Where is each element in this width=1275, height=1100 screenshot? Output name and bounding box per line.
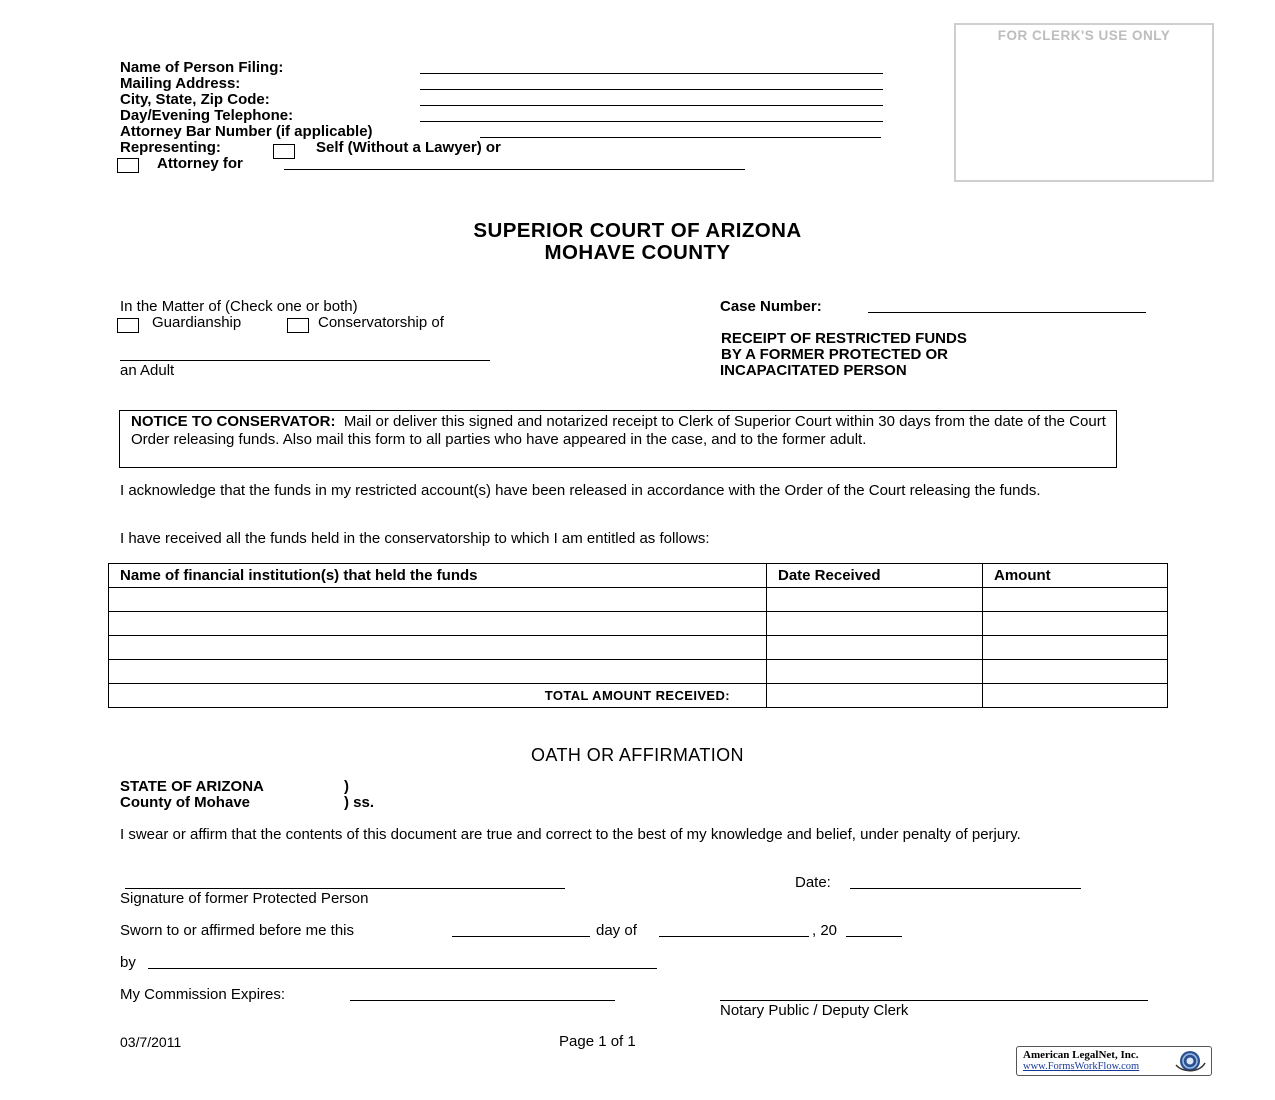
date-received-cell[interactable] xyxy=(767,636,983,660)
name-of-person-filing-field[interactable] xyxy=(420,73,883,74)
state-paren: ) xyxy=(344,778,349,795)
document-title-line-2: BY A FORMER PROTECTED OR xyxy=(721,346,948,363)
date-received-cell[interactable] xyxy=(767,588,983,612)
case-number-label: Case Number: xyxy=(720,298,822,315)
county-label: County of Mohave xyxy=(120,794,250,811)
swear-paragraph: I swear or affirm that the contents of this document are true and correct to the best of my knowledge and belief, under penalty of perjury. xyxy=(120,826,1021,843)
attorney-for-label: Attorney for xyxy=(157,155,243,172)
date-received-cell[interactable] xyxy=(767,660,983,684)
amount-cell[interactable] xyxy=(983,660,1168,684)
total-amount-label: TOTAL AMOUNT RECEIVED: xyxy=(109,684,767,708)
date-label: Date: xyxy=(795,874,831,891)
guardianship-label: Guardianship xyxy=(152,314,242,331)
date-received-cell[interactable] xyxy=(767,612,983,636)
attorney-bar-number-field[interactable] xyxy=(480,137,881,138)
mailing-address-label: Mailing Address: xyxy=(120,75,241,92)
institution-cell[interactable] xyxy=(109,612,767,636)
adult-name-field[interactable] xyxy=(120,360,490,361)
received-paragraph: I have received all the funds held in the conservatorship to which I am entitled as follows: xyxy=(120,530,710,547)
county-ss: ) ss. xyxy=(344,794,375,811)
conservatorship-checkbox[interactable] xyxy=(287,318,309,333)
self-label: Self (Without a Lawyer) or xyxy=(316,139,501,156)
city-state-zip-field[interactable] xyxy=(420,105,883,106)
table-row xyxy=(109,636,1168,660)
year-prefix-label: , 20 xyxy=(812,922,838,939)
globe-icon xyxy=(1173,1049,1207,1073)
attorney-for-checkbox[interactable] xyxy=(117,158,139,173)
city-state-zip-label: City, State, Zip Code: xyxy=(120,91,270,108)
case-number-field[interactable] xyxy=(868,312,1146,313)
telephone-label: Day/Evening Telephone: xyxy=(120,107,294,124)
document-title-line-3: INCAPACITATED PERSON xyxy=(720,362,907,379)
clerks-use-box xyxy=(954,23,1214,182)
guardianship-checkbox[interactable] xyxy=(117,318,139,333)
conservatorship-label: Conservatorship of xyxy=(318,314,444,331)
notice-text xyxy=(131,413,1106,449)
amount-cell[interactable] xyxy=(983,588,1168,612)
institution-cell[interactable] xyxy=(109,660,767,684)
commission-expires-label: My Commission Expires: xyxy=(120,986,286,1003)
institution-column-header: Name of financial institution(s) that held the funds xyxy=(109,564,767,588)
total-row xyxy=(109,684,1168,708)
notice-body: Mail or deliver this signed and notarized receipt to Clerk of Superior Court within 30 days from the date of the Court Order releasing funds. Also mail this form to all parties who have appeared in the case, and to the former adult. xyxy=(131,413,1106,448)
amount-cell[interactable] xyxy=(983,612,1168,636)
footer-page-number: Page 1 of 1 xyxy=(559,1033,636,1050)
court-title: SUPERIOR COURT OF ARIZONA xyxy=(473,219,802,242)
state-label: STATE OF ARIZONA xyxy=(120,778,264,795)
notary-label: Notary Public / Deputy Clerk xyxy=(720,1002,909,1019)
funds-table xyxy=(108,563,1168,708)
sworn-label: Sworn to or affirmed before me this xyxy=(120,922,354,939)
sworn-day-field[interactable] xyxy=(452,936,590,937)
by-field[interactable] xyxy=(148,968,657,969)
name-of-person-filing-label: Name of Person Filing: xyxy=(120,59,284,76)
notary-signature-field[interactable] xyxy=(720,1000,1148,1001)
footer-date: 03/7/2011 xyxy=(120,1034,182,1050)
american-legalnet-logo[interactable] xyxy=(1016,1046,1212,1076)
oath-title: OATH OR AFFIRMATION xyxy=(531,745,744,765)
day-of-label: day of xyxy=(596,922,637,939)
notice-box xyxy=(119,410,1117,468)
attorney-for-field[interactable] xyxy=(284,169,745,170)
clerks-use-label: FOR CLERK'S USE ONLY xyxy=(997,28,1171,43)
by-label: by xyxy=(120,954,136,971)
telephone-field[interactable] xyxy=(420,121,883,122)
signature-label: Signature of former Protected Person xyxy=(120,890,369,907)
table-row xyxy=(109,660,1168,684)
amount-column-header: Amount xyxy=(983,564,1168,588)
acknowledgment-paragraph: I acknowledge that the funds in my restricted account(s) have been released in accordance with the Order of the Court releasing the funds. xyxy=(120,482,1041,499)
sworn-month-field[interactable] xyxy=(659,936,809,937)
institution-cell[interactable] xyxy=(109,636,767,660)
mailing-address-field[interactable] xyxy=(420,89,883,90)
signature-field[interactable] xyxy=(125,888,565,889)
funds-table-header-row xyxy=(109,564,1168,588)
an-adult-label: an Adult xyxy=(120,362,175,379)
date-field[interactable] xyxy=(850,888,1081,889)
notice-heading: NOTICE TO CONSERVATOR: xyxy=(131,413,336,430)
representing-label: Representing: xyxy=(120,139,221,156)
county-title: MOHAVE COUNTY xyxy=(544,241,731,264)
table-row xyxy=(109,612,1168,636)
sworn-year-field[interactable] xyxy=(846,936,902,937)
logo-company-name: American LegalNet, Inc. xyxy=(1023,1049,1139,1061)
document-title-line-1: RECEIPT OF RESTRICTED FUNDS xyxy=(721,330,967,347)
amount-cell[interactable] xyxy=(983,636,1168,660)
in-the-matter-label: In the Matter of (Check one or both) xyxy=(120,298,358,315)
logo-url[interactable]: www.FormsWorkFlow.com xyxy=(1023,1061,1140,1072)
commission-expires-field[interactable] xyxy=(350,1000,615,1001)
self-checkbox[interactable] xyxy=(273,144,295,159)
table-row xyxy=(109,588,1168,612)
date-received-column-header: Date Received xyxy=(767,564,983,588)
attorney-bar-number-label: Attorney Bar Number (if applicable) xyxy=(120,123,373,140)
total-date-cell[interactable] xyxy=(767,684,983,708)
institution-cell[interactable] xyxy=(109,588,767,612)
total-amount-cell[interactable] xyxy=(983,684,1168,708)
